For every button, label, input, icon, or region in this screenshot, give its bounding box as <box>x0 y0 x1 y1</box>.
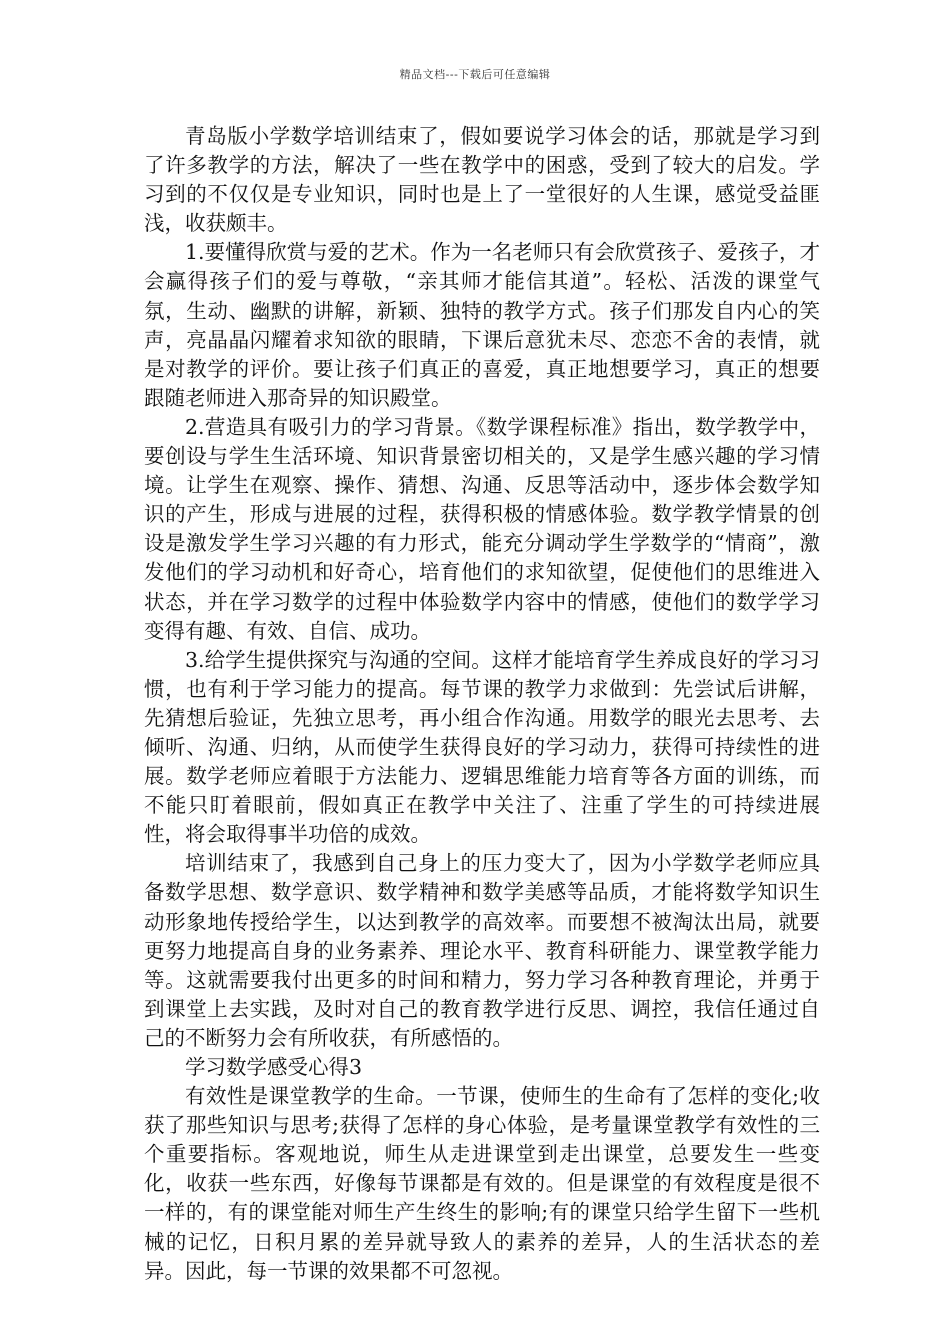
point-2-paragraph: 2.营造具有吸引力的学习背景。《数学课程标准》指出，数学教学中，要创设与学生生活环境、知识背景密切相关的，又是学生感兴趣的学习情境。让学生在观察、操作、猜想、沟通、反思等活动中，逐步体会数学知识的产生，形成与进展的过程，获得积极的情感体验。数学教学情景的创设是激发学生学习兴趣的有力形式，能充分调动学生学数学的“情商”，激发他们的学习动机和好奇心，培育他们的求知欲望，促使他们的思维进入状态，并在学习数学的过程中体验数学内容中的情感，使他们的数学学习变得有趣、有效、自信、成功。 <box>144 414 820 643</box>
page-header: 精品文档---下载后可任意编辑 <box>399 68 551 81</box>
intro-paragraph: 青岛版小学数学培训结束了，假如要说学习体会的话，那就是学习到了许多教学的方法，解决了一些在教学中的困惑，受到了较大的启发。学习到的不仅仅是专业知识，同时也是上了一堂很好的人生课，感觉受益匪浅，收获颇丰。 <box>144 124 820 236</box>
document-body <box>144 122 820 1286</box>
point-3-paragraph: 3.给学生提供探究与沟通的空间。这样才能培育学生养成良好的学习习惯，也有利于学习能力的提高。每节课的教学力求做到：先尝试后讲解，先猜想后验证，先独立思考，再小组合作沟通。用数学的眼光去思考、去倾听、沟通、归纳，从而使学生获得良好的学习动力，获得可持续性的进展。数学老师应着眼于方法能力、逻辑思维能力培育等各方面的训练，而不能只盯着眼前，假如真正在教学中关注了、注重了学生的可持续进展性，将会取得事半功倍的成效。 <box>144 647 820 847</box>
point-1-paragraph: 1.要懂得欣赏与爱的艺术。作为一名老师只有会欣赏孩子、爱孩子，才会赢得孩子们的爱与尊敬，“亲其师才能信其道”。轻松、活泼的课堂气氛，生动、幽默的讲解，新颖、独特的教学方式。孩子们那发自内心的笑声，亮晶晶闪耀着求知欲的眼睛，下课后意犹未尽、恋恋不舍的表情，就是对教学的评价。要让孩子们真正的喜爱，真正地想要学习，真正的想要跟随老师进入那奇异的知识殿堂。 <box>144 240 820 410</box>
section-title: 学习数学感受心得3 <box>185 1055 363 1079</box>
summary-paragraph: 培训结束了，我感到自己身上的压力变大了，因为小学数学老师应具备数学思想、数学意识、数学精神和数学美感等品质，才能将数学知识生动形象地传授给学生，以达到教学的高效率。而要想不被淘汰出局，就要更努力地提高自身的业务素养、理论水平、教育科研能力、课堂教学能力等。这就需要我付出更多的时间和精力，努力学习各种教育理论，并勇于到课堂上去实践，及时对自己的教育教学进行反思、调控，我信任通过自己的不断努力会有所收获，有所感悟的。 <box>144 851 820 1050</box>
closing-paragraph: 有效性是课堂教学的生命。一节课，使师生的生命有了怎样的变化;收获了那些知识与思考;获得了怎样的身心体验，是考量课堂教学有效性的三个重要指标。客观地说，师生从走进课堂到走出课堂，总要发生一些变化，收获一些东西，好像每节课都是有效的。但是课堂的有效程度是很不一样的，有的课堂能对师生产生终生的影响;有的课堂只给学生留下一些机械的记忆，日积月累的差异就导致人的素养的差异，人的生活状态的差异。因此，每一节课的效果都不可忽视。 <box>144 1084 820 1283</box>
